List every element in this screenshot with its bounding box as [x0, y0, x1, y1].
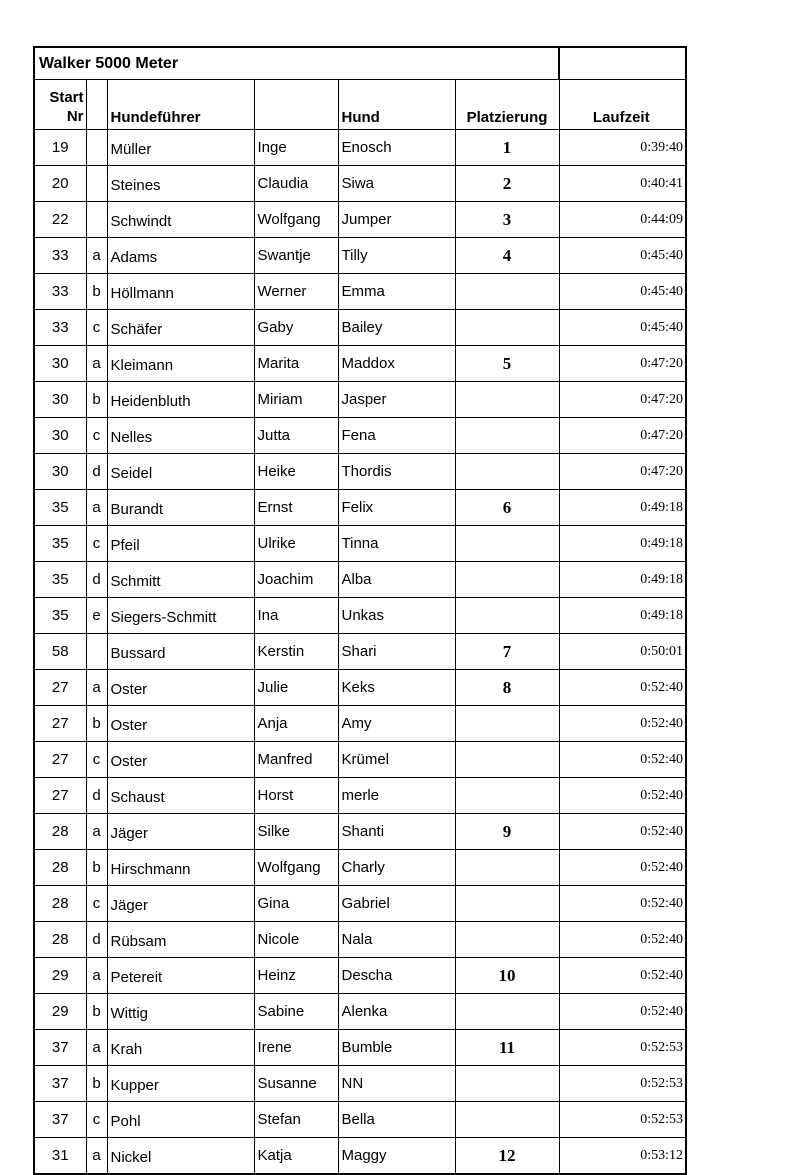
start-suffix-cell: a — [86, 814, 107, 850]
start-suffix-cell: d — [86, 778, 107, 814]
table-row — [34, 166, 686, 202]
start-nr-cell: 28 — [34, 922, 86, 958]
handler-last-name-cell: Adams — [107, 238, 254, 274]
handler-first-name-cell: Ulrike — [254, 526, 338, 562]
placement-cell — [455, 454, 559, 490]
handler-first-name-cell: Claudia — [254, 166, 338, 202]
time-cell: 0:52:53 — [559, 1066, 686, 1102]
handler-last-name-cell: Seidel — [107, 454, 254, 490]
table-row — [34, 958, 686, 994]
handler-last-name-cell: Pohl — [107, 1102, 254, 1138]
placement-cell: 9 — [455, 814, 559, 850]
table-row — [34, 130, 686, 166]
start-suffix-cell: a — [86, 346, 107, 382]
dog-name-cell: Alba — [338, 562, 455, 598]
placement-cell: 1 — [455, 130, 559, 166]
table-row — [34, 922, 686, 958]
table-row — [34, 1066, 686, 1102]
table-row — [34, 742, 686, 778]
placement-cell — [455, 778, 559, 814]
start-nr-cell: 28 — [34, 814, 86, 850]
handler-first-name-cell: Gina — [254, 886, 338, 922]
start-suffix-cell: c — [86, 886, 107, 922]
time-cell: 0:39:40 — [559, 130, 686, 166]
handler-last-name-cell: Krah — [107, 1030, 254, 1066]
handler-last-name-cell: Höllmann — [107, 274, 254, 310]
table-row — [34, 418, 686, 454]
start-suffix-cell: c — [86, 742, 107, 778]
start-nr-cell: 30 — [34, 382, 86, 418]
table-row — [34, 778, 686, 814]
handler-first-name-cell: Wolfgang — [254, 202, 338, 238]
dog-name-cell: Jasper — [338, 382, 455, 418]
header-start-line1: Start — [49, 89, 84, 106]
handler-last-name-cell: Oster — [107, 706, 254, 742]
table-row — [34, 202, 686, 238]
start-suffix-cell: b — [86, 1066, 107, 1102]
start-nr-cell: 29 — [34, 958, 86, 994]
start-nr-cell: 37 — [34, 1066, 86, 1102]
start-nr-cell: 22 — [34, 202, 86, 238]
start-suffix-cell: c — [86, 310, 107, 346]
header-suffix — [86, 80, 107, 130]
handler-last-name-cell: Bussard — [107, 634, 254, 670]
handler-first-name-cell: Irene — [254, 1030, 338, 1066]
table-row — [34, 850, 686, 886]
placement-cell: 3 — [455, 202, 559, 238]
table-row — [34, 1030, 686, 1066]
time-cell: 0:44:09 — [559, 202, 686, 238]
table-row — [34, 562, 686, 598]
start-suffix-cell: d — [86, 922, 107, 958]
start-nr-cell: 33 — [34, 274, 86, 310]
handler-last-name-cell: Jäger — [107, 814, 254, 850]
time-cell: 0:49:18 — [559, 598, 686, 634]
placement-cell — [455, 562, 559, 598]
start-suffix-cell: b — [86, 274, 107, 310]
handler-first-name-cell: Sabine — [254, 994, 338, 1030]
placement-cell: 12 — [455, 1138, 559, 1175]
table-row — [34, 994, 686, 1030]
start-nr-cell: 35 — [34, 526, 86, 562]
placement-cell: 7 — [455, 634, 559, 670]
header-time: Laufzeit — [559, 80, 686, 130]
dog-name-cell: Enosch — [338, 130, 455, 166]
time-cell: 0:47:20 — [559, 346, 686, 382]
handler-last-name-cell: Nickel — [107, 1138, 254, 1175]
title-blank-cell — [559, 47, 686, 80]
time-cell: 0:45:40 — [559, 238, 686, 274]
handler-last-name-cell: Nelles — [107, 418, 254, 454]
start-suffix-cell: c — [86, 526, 107, 562]
handler-first-name-cell: Nicole — [254, 922, 338, 958]
handler-last-name-cell: Petereit — [107, 958, 254, 994]
header-dog: Hund — [338, 80, 455, 130]
handler-last-name-cell: Siegers-Schmitt — [107, 598, 254, 634]
handler-first-name-cell: Stefan — [254, 1102, 338, 1138]
dog-name-cell: Shanti — [338, 814, 455, 850]
placement-cell — [455, 526, 559, 562]
time-cell: 0:45:40 — [559, 274, 686, 310]
handler-first-name-cell: Gaby — [254, 310, 338, 346]
dog-name-cell: merle — [338, 778, 455, 814]
time-cell: 0:52:40 — [559, 850, 686, 886]
start-nr-cell: 30 — [34, 454, 86, 490]
handler-first-name-cell: Wolfgang — [254, 850, 338, 886]
dog-name-cell: Shari — [338, 634, 455, 670]
dog-name-cell: Emma — [338, 274, 455, 310]
start-nr-cell: 37 — [34, 1102, 86, 1138]
dog-name-cell: Felix — [338, 490, 455, 526]
time-cell: 0:52:53 — [559, 1030, 686, 1066]
handler-first-name-cell: Julie — [254, 670, 338, 706]
start-nr-cell: 29 — [34, 994, 86, 1030]
header-handler-first — [254, 80, 338, 130]
time-cell: 0:49:18 — [559, 562, 686, 598]
dog-name-cell: Jumper — [338, 202, 455, 238]
start-nr-cell: 33 — [34, 310, 86, 346]
placement-cell — [455, 850, 559, 886]
start-suffix-cell — [86, 634, 107, 670]
header-start-line2: Nr — [66, 108, 84, 125]
dog-name-cell: Unkas — [338, 598, 455, 634]
start-suffix-cell: a — [86, 958, 107, 994]
table-row — [34, 670, 686, 706]
start-suffix-cell: a — [86, 490, 107, 526]
dog-name-cell: Charly — [338, 850, 455, 886]
handler-last-name-cell: Rübsam — [107, 922, 254, 958]
start-suffix-cell: a — [86, 670, 107, 706]
dog-name-cell: Gabriel — [338, 886, 455, 922]
handler-first-name-cell: Marita — [254, 346, 338, 382]
start-nr-cell: 28 — [34, 850, 86, 886]
header-handler: Hundeführer — [107, 80, 254, 130]
handler-first-name-cell: Joachim — [254, 562, 338, 598]
table-row — [34, 346, 686, 382]
dog-name-cell: Fena — [338, 418, 455, 454]
start-nr-cell: 35 — [34, 598, 86, 634]
start-nr-cell: 20 — [34, 166, 86, 202]
placement-cell: 4 — [455, 238, 559, 274]
handler-last-name-cell: Schäfer — [107, 310, 254, 346]
start-nr-cell: 28 — [34, 886, 86, 922]
table-row — [34, 886, 686, 922]
table-row — [34, 382, 686, 418]
handler-first-name-cell: Werner — [254, 274, 338, 310]
time-cell: 0:49:18 — [559, 526, 686, 562]
placement-cell — [455, 886, 559, 922]
dog-name-cell: Bumble — [338, 1030, 455, 1066]
start-suffix-cell: b — [86, 994, 107, 1030]
time-cell: 0:52:40 — [559, 994, 686, 1030]
placement-cell — [455, 922, 559, 958]
handler-first-name-cell: Heinz — [254, 958, 338, 994]
time-cell: 0:52:40 — [559, 886, 686, 922]
start-suffix-cell: b — [86, 706, 107, 742]
handler-last-name-cell: Pfeil — [107, 526, 254, 562]
time-cell: 0:47:20 — [559, 418, 686, 454]
handler-first-name-cell: Susanne — [254, 1066, 338, 1102]
dog-name-cell: Alenka — [338, 994, 455, 1030]
time-cell: 0:52:40 — [559, 742, 686, 778]
table-row — [34, 526, 686, 562]
time-cell: 0:52:40 — [559, 958, 686, 994]
start-suffix-cell — [86, 130, 107, 166]
handler-first-name-cell: Silke — [254, 814, 338, 850]
table-row — [34, 598, 686, 634]
handler-last-name-cell: Jäger — [107, 886, 254, 922]
start-nr-cell: 35 — [34, 490, 86, 526]
handler-first-name-cell: Jutta — [254, 418, 338, 454]
handler-last-name-cell: Oster — [107, 670, 254, 706]
start-suffix-cell: d — [86, 562, 107, 598]
time-cell: 0:49:18 — [559, 490, 686, 526]
time-cell: 0:47:20 — [559, 454, 686, 490]
table-row — [34, 634, 686, 670]
dog-name-cell: Nala — [338, 922, 455, 958]
placement-cell — [455, 382, 559, 418]
start-suffix-cell: b — [86, 382, 107, 418]
start-suffix-cell: b — [86, 850, 107, 886]
start-nr-cell: 30 — [34, 346, 86, 382]
placement-cell: 11 — [455, 1030, 559, 1066]
placement-cell — [455, 994, 559, 1030]
start-nr-cell: 33 — [34, 238, 86, 274]
table-row — [34, 274, 686, 310]
handler-first-name-cell: Ernst — [254, 490, 338, 526]
placement-cell: 10 — [455, 958, 559, 994]
start-nr-cell: 27 — [34, 778, 86, 814]
start-suffix-cell: d — [86, 454, 107, 490]
handler-last-name-cell: Wittig — [107, 994, 254, 1030]
start-suffix-cell: a — [86, 238, 107, 274]
handler-last-name-cell: Steines — [107, 166, 254, 202]
title-row — [34, 47, 686, 80]
time-cell: 0:52:40 — [559, 706, 686, 742]
start-nr-cell: 58 — [34, 634, 86, 670]
handler-first-name-cell: Inge — [254, 130, 338, 166]
header-placement: Platzierung — [455, 80, 559, 130]
dog-name-cell: NN — [338, 1066, 455, 1102]
start-nr-cell: 37 — [34, 1030, 86, 1066]
dog-name-cell: Krümel — [338, 742, 455, 778]
dog-name-cell: Thordis — [338, 454, 455, 490]
table-title: Walker 5000 Meter — [34, 47, 559, 80]
time-cell: 0:40:41 — [559, 166, 686, 202]
handler-first-name-cell: Manfred — [254, 742, 338, 778]
handler-first-name-cell: Ina — [254, 598, 338, 634]
placement-cell: 8 — [455, 670, 559, 706]
time-cell: 0:52:40 — [559, 670, 686, 706]
start-nr-cell: 19 — [34, 130, 86, 166]
start-suffix-cell: c — [86, 418, 107, 454]
handler-first-name-cell: Kerstin — [254, 634, 338, 670]
table-row — [34, 490, 686, 526]
handler-last-name-cell: Kleimann — [107, 346, 254, 382]
time-cell: 0:52:40 — [559, 922, 686, 958]
handler-first-name-cell: Swantje — [254, 238, 338, 274]
placement-cell — [455, 310, 559, 346]
placement-cell: 6 — [455, 490, 559, 526]
table-row — [34, 1102, 686, 1138]
dog-name-cell: Tilly — [338, 238, 455, 274]
table-row — [34, 814, 686, 850]
time-cell: 0:52:40 — [559, 778, 686, 814]
handler-first-name-cell: Miriam — [254, 382, 338, 418]
start-nr-cell: 27 — [34, 706, 86, 742]
handler-last-name-cell: Heidenbluth — [107, 382, 254, 418]
handler-first-name-cell: Anja — [254, 706, 338, 742]
start-suffix-cell: e — [86, 598, 107, 634]
start-suffix-cell — [86, 202, 107, 238]
table-row — [34, 706, 686, 742]
placement-cell — [455, 274, 559, 310]
dog-name-cell: Maggy — [338, 1138, 455, 1175]
handler-last-name-cell: Schaust — [107, 778, 254, 814]
time-cell: 0:45:40 — [559, 310, 686, 346]
handler-last-name-cell: Schmitt — [107, 562, 254, 598]
time-cell: 0:47:20 — [559, 382, 686, 418]
dog-name-cell: Amy — [338, 706, 455, 742]
time-cell: 0:50:01 — [559, 634, 686, 670]
start-nr-cell: 31 — [34, 1138, 86, 1175]
dog-name-cell: Siwa — [338, 166, 455, 202]
handler-last-name-cell: Oster — [107, 742, 254, 778]
start-suffix-cell: c — [86, 1102, 107, 1138]
dog-name-cell: Descha — [338, 958, 455, 994]
handler-last-name-cell: Burandt — [107, 490, 254, 526]
header-row — [34, 80, 686, 130]
handler-last-name-cell: Schwindt — [107, 202, 254, 238]
table-row — [34, 238, 686, 274]
results-table — [33, 46, 687, 1175]
header-start-nr — [34, 80, 86, 130]
placement-cell — [455, 706, 559, 742]
start-nr-cell: 30 — [34, 418, 86, 454]
time-cell: 0:52:40 — [559, 814, 686, 850]
dog-name-cell: Keks — [338, 670, 455, 706]
placement-cell — [455, 418, 559, 454]
handler-first-name-cell: Katja — [254, 1138, 338, 1175]
placement-cell — [455, 742, 559, 778]
placement-cell — [455, 1066, 559, 1102]
placement-cell: 5 — [455, 346, 559, 382]
start-nr-cell: 27 — [34, 742, 86, 778]
handler-first-name-cell: Horst — [254, 778, 338, 814]
dog-name-cell: Bella — [338, 1102, 455, 1138]
handler-last-name-cell: Hirschmann — [107, 850, 254, 886]
time-cell: 0:52:53 — [559, 1102, 686, 1138]
start-suffix-cell: a — [86, 1138, 107, 1175]
dog-name-cell: Tinna — [338, 526, 455, 562]
handler-first-name-cell: Heike — [254, 454, 338, 490]
table-row — [34, 1138, 686, 1175]
start-suffix-cell — [86, 166, 107, 202]
placement-cell — [455, 598, 559, 634]
placement-cell — [455, 1102, 559, 1138]
dog-name-cell: Bailey — [338, 310, 455, 346]
table-row — [34, 454, 686, 490]
start-nr-cell: 35 — [34, 562, 86, 598]
start-suffix-cell: a — [86, 1030, 107, 1066]
time-cell: 0:53:12 — [559, 1138, 686, 1175]
handler-last-name-cell: Müller — [107, 130, 254, 166]
dog-name-cell: Maddox — [338, 346, 455, 382]
start-nr-cell: 27 — [34, 670, 86, 706]
placement-cell: 2 — [455, 166, 559, 202]
table-row — [34, 310, 686, 346]
handler-last-name-cell: Kupper — [107, 1066, 254, 1102]
